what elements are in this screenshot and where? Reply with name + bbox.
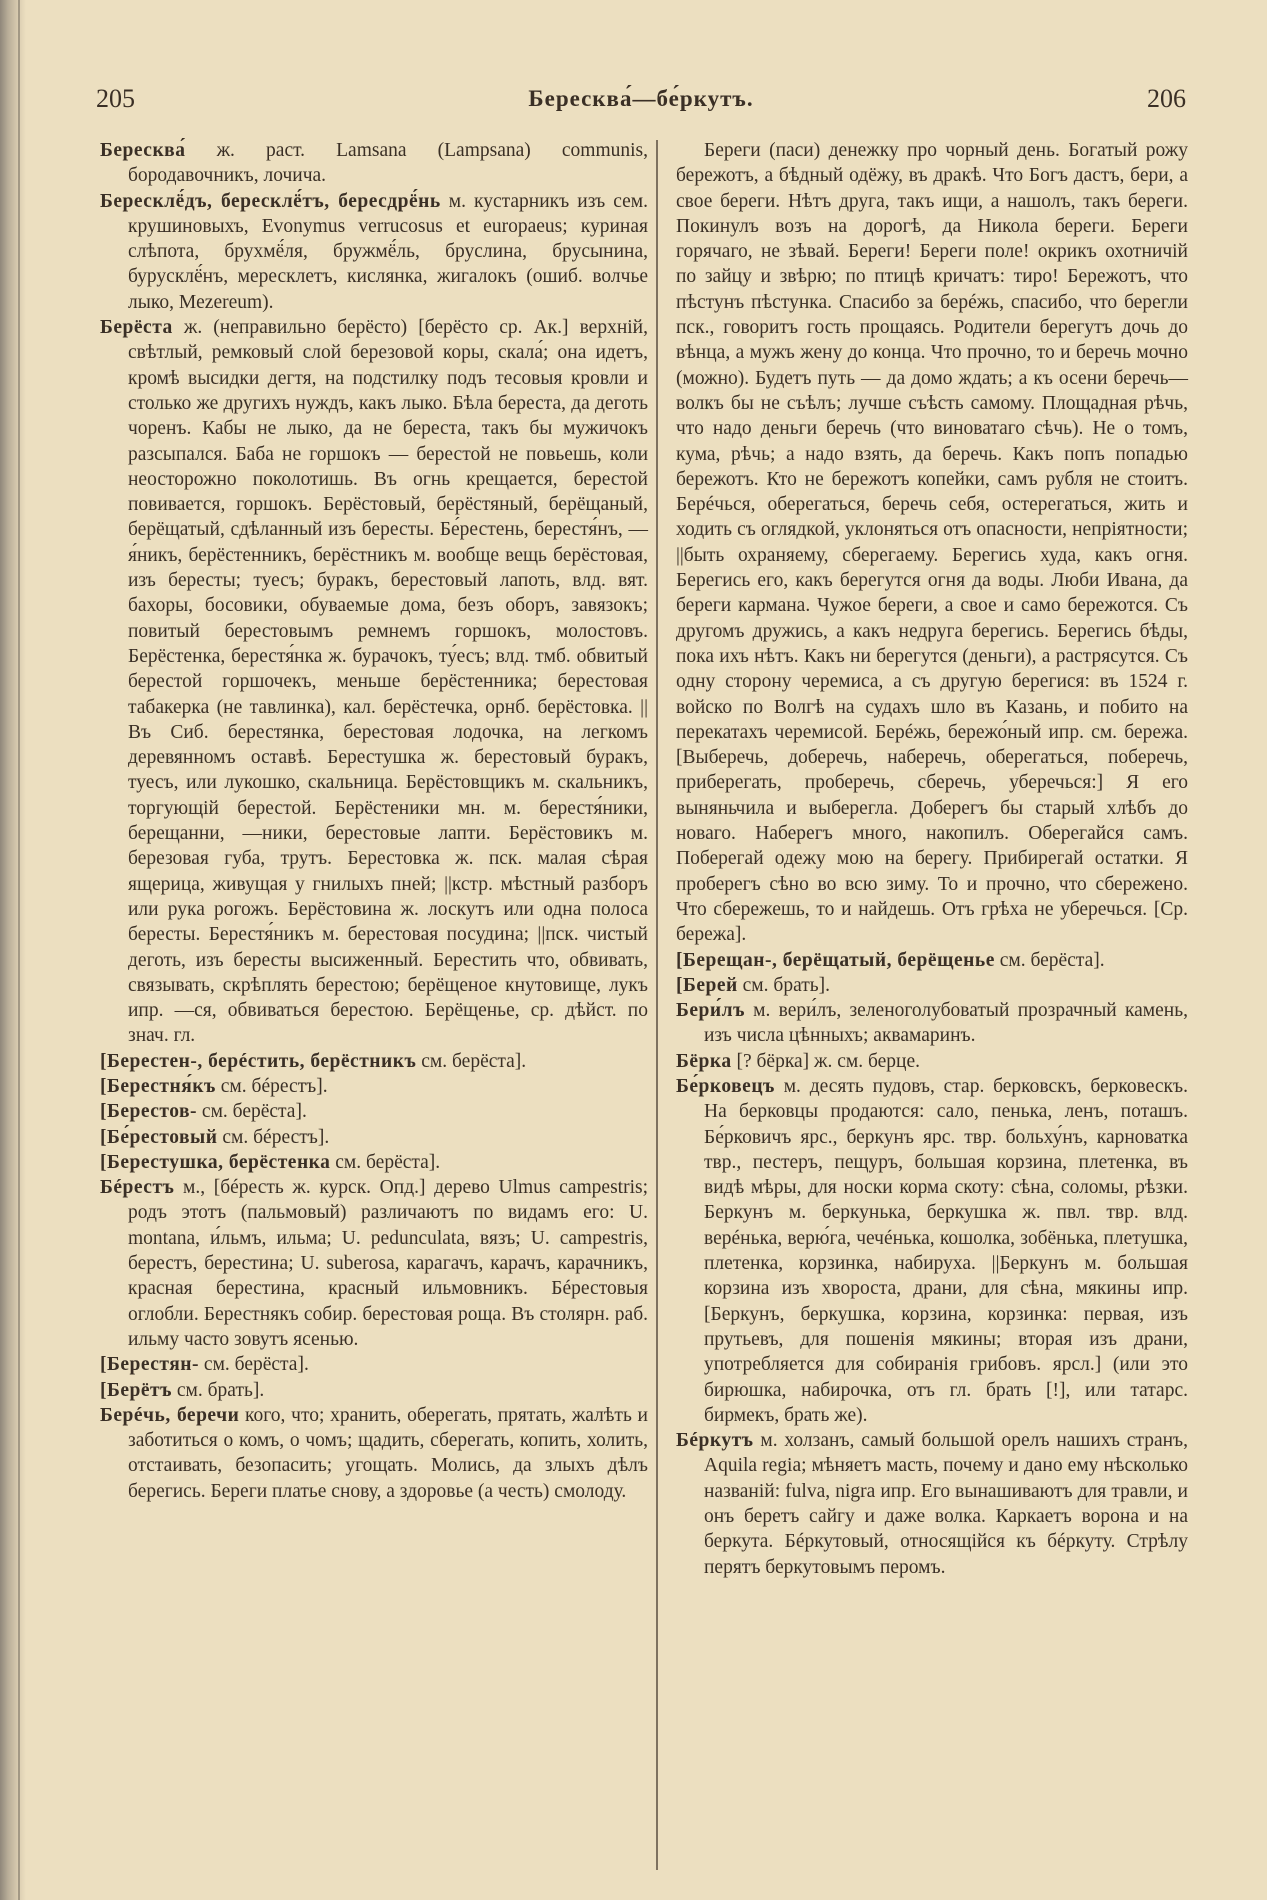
dictionary-entry [100,1352,648,1377]
entry-headword: Бересква́ [100,140,186,161]
entry-headword: [Бе́рестовый [100,1126,218,1148]
dictionary-entry [100,1150,648,1175]
entry-definition: ж. (неправильно берёсто) [берёсто ср. Ак.] верхній, свѣтлый, ремковый слой березовой коры, скала́; она идетъ, кромѣ высидки дегтя, на подстилку подъ тесовыя кровли и столько же другихъ нуждъ, какъ лыко. Бѣла береста, да деготь чоренъ. Кабы не лыко, да не береста, такъ бы мужичокъ разсыпался. Баба не горшокъ — берестой не повьешь, коли неосторожно поколотишь. Въ огнь крещается, берестой повивается, горшокъ. Берёстовый, берёстяный, берёщаный, берёщатый, сдѣланный изъ бересты. Бе́рестень, берестя́нъ, —я́никъ, берёстенникъ, берёстникъ м. вообще вещь берёстовая, изъ бересты; туесъ; буракъ, берестовый лапоть, влд. вят. бахоры, босовики, обуваемые дома, безъ оборъ, завязокъ; повитый берестовымъ ремнемъ горшокъ, молостовъ. Берёстенка, берестя́нка ж. бурачокъ, ту́есъ; влд. тмб. обвитый берестой горшочекъ, меньше берёстенника; берестовая табакерка (не тавлинка), кал. берёстечка, орнб. берёстовка. ||Въ Сиб. берестянка, берестовая лодочка, на легкомъ деревянномъ оставѣ. Берестушка ж. берестовый буракъ, туесъ, или лукошко, скальница. Берёстовщикъ м. скальникъ, торгующій берестой. Берёстеники мн. м. берестя́ники, берещанни, —ники, берестовые лапти. Берёстовикъ м. березовая губа, трутъ. Берестовка ж. пск. малая сѣрая ящерица, живущая у гнилыхъ пней; ||кстр. мѣстный разборъ или рука рогожъ. Берёстовина ж. лоскутъ или одна полоса бересты. Берестя́никъ м. берестовая посудина; ||пск. чистый деготь, изъ бересты высиженный. Берестить что, обвивать, связывать, скрѣплять берестою; берёщеное кнутовище, лукъ ипр. —ся, обвиваться берестою. Берёщенье, ср. дѣйст. по знач. гл. [128,317,648,1047]
entry-headword: [Берестов- [100,1101,198,1123]
dictionary-entry [100,189,648,315]
dictionary-entry [100,1074,648,1099]
running-title: Бересква́—бе́ркутъ. [528,86,754,111]
dictionary-entry [676,948,1188,973]
entry-definition: см. бéрестъ]. [215,1075,328,1097]
dictionary-entry [100,138,648,189]
entry-definition: м. кустарникъ изъ сем. крушиновыхъ, Evonymus verrucosus et europaeus; куриная слѣпота, брухмё́ля, бружмё́ль, бруслина, брусынина, бурусклё́нъ, мересклетъ, кислянка, жигалокъ (ошиб. волчье лыко, Mezereum). [128,190,649,313]
entry-definition: см. берёста]. [197,1101,307,1123]
entry-definition: Береги (паси) денежку про чорный день. Богатый рожу бережотъ, а бѣдный одёжу, въ дракѣ. Что Богъ дастъ, бери, а свое береги. Нѣтъ друга, такъ ищи, а нашолъ, такъ береги. Покинулъ возъ на дорогѣ, да Никола береги. Береги горячаго, не зѣвай. Береги! Береги поле! окрикъ охотничій по зайцу и звѣрю; по птицѣ кричатъ: тиро! Бережотъ, что пѣстунъ пѣстунка. Спасибо за берéжь, спасибо, что берегли пск., говоритъ гость прощаясь. Родители берегутъ дочь до вѣнца, а мужъ жену до конца. Что прочно, то и беречь мочно (можно). Будетъ путь — да домо ждать; а къ осени беречь—волкъ бы не съѣлъ; лучше съѣсть самому. Площадная рѣчь, что надо деньги беречь (что виноватаго сѣчь). Не о томъ, кума, рѣчь; а надо взять, да беречь. Какъ попъ попадью бережотъ. Кто не бережотъ копейки, самъ рубля не стоитъ. Берéчься, оберегаться, беречь себя, остерегаться, жить и ходить съ оглядкой, уклоняться отъ опасности, непріятности; ||быть охраняему, сберегаему. Берегись худа, какъ огня. Берегись его, какъ берегутся огня да воды. Люби Ивана, да береги кармана. Чужое береги, а свое и само бережотся. Съ другомъ дружись, а какъ недруга берегись. Берегись бѣды, пока ихъ нѣтъ. Какъ ни берегутся (деньги), а растрясутся. Съ одну сторону черемиса, а съ другую берегися: въ 1524 г. войско по Волгѣ на судахъ шло въ Казань, и побито на перекатахъ черемисой. Берéжь, бережо́ный ипр. см. бережа. [Выберечь, доберечь, наберечь, оберегаться, поберечь, приберегать, проберечь, сберечь, уберечься:] Я его выняньчила и выберегла. Доберегъ бы старый хлѣбъ до новаго. Наберегъ много, накопилъ. Оберегайся самъ. Поберегай одежу мою на берегу. Прибирегай остатки. Я проберегъ сѣно во всю зиму. То и прочно, что сбережено. Что сбережешь, то и найдешь. Отъ грѣха не уберечься. [Ср. бережа]. [676,140,1188,946]
entry-headword: Берёста [100,317,173,339]
dictionary-entry [676,138,1188,948]
entry-definition: [? бёрка] ж. см. берце. [731,1050,921,1072]
entry-definition: см. бéрестъ]. [217,1126,330,1148]
page-number-right: 206 [1147,84,1186,113]
entry-definition: м. десять пудовъ, стар. берковскъ, берковескъ. На берковцы продаются: сало, пенька, ленъ, поташъ. Бе́рковичъ ярс., беркунъ ярс. твр. больху́нъ, карноватка твр., пестеръ, пещуръ, большая корзина, плетенка, въ видѣ мѣры, для носки корма скоту: сѣна, соломы, рѣзки. Беркунъ м. беркунька, беркушка ж. пвл. твр. влд. верéнька, верю́га, чечéнька, кошолка, зобёнька, плетушка, плетенка, корзинка, набируха. ||Беркунъ м. большая корзина изъ хвороста, драни, для сѣна, мякины ипр. [Беркунъ, беркушка, корзина, корзинка: первая, изъ прутьевъ, для пошенія мякины; вторая изъ драни, употребляется для собиранія грибовъ. ярсл.] (или это бирюшка, набирочка, отъ гл. брать [!], или татарс. бирмекъ, брать же). [704,1075,1188,1426]
dictionary-entry [100,1175,648,1352]
dictionary-entry [676,1074,1188,1428]
dictionary-entry [100,1403,648,1504]
entry-definition: кого, что; хранить, оберегать, прятать, жалѣть и заботиться о комъ, о чомъ; щадить, сберегать, копить, холить, отстаивать, безопасить; угощать. Молись, да злыхъ дѣлъ берегись. Береги платье снову, а здоровье (а честь) смолоду. [128,1404,648,1502]
entry-headword: [Берей [676,974,738,996]
entry-headword: Бéрестъ [100,1177,175,1199]
entry-definition: м. холзанъ, самый большой орелъ нашихъ странъ, Aquila regia; мѣняетъ масть, почему и дано ему нѣсколько названій: fulva, nigra ипр. Его вынашиваютъ для травли, и онъ беретъ сайгу и даже волка. Каркаетъ ворона и на беркута. Бéркутовый, относящійся къ бéркуту. Стрѣлу перятъ беркутовымъ перомъ. [704,1430,1188,1578]
column-divider [656,140,658,1870]
entry-definition: см. берёста]. [330,1151,441,1173]
dictionary-entry [100,1378,648,1403]
entry-headword: [Берестушка, берёстенка [100,1151,331,1173]
dictionary-entry [100,1049,648,1074]
dictionary-entry [676,1049,1188,1074]
entry-definition: см. брать]. [172,1379,265,1401]
entry-headword: [Берестян- [100,1354,200,1376]
entry-definition: см. берёста]. [416,1050,527,1072]
right-column [676,138,1188,1580]
entry-headword: [Берещан-, берёщатый, берёщенье [676,949,995,971]
entry-definition: м., [бéресть ж. курск. Опд.] дерево Ulmus campestris; родъ этотъ (пальмовый) различаютъ по видамъ его: U. montana, и́льмъ, ильма; U. pedunculata, вязъ; U. campestris, берестъ, берестина; U. suberosa, карагачъ, карачъ, карачникъ, красная берестина, красный ильмовникъ. Бéрестовыя оглобли. Берестнякъ собир. берестовая роща. Въ столярн. раб. ильму часто зовутъ ясенью. [128,1177,648,1350]
entry-definition: см. берёста]. [199,1354,309,1376]
entry-headword: Бе́рковецъ [676,1075,775,1097]
binding-line [18,0,20,1900]
entry-definition: см. брать]. [737,974,831,996]
dictionary-entry [676,1428,1188,1580]
dictionary-entry [676,973,1188,998]
entry-headword: Бéркутъ [676,1430,754,1452]
left-column [100,138,648,1504]
entry-headword: Бересклё́дъ, бересклё́тъ, бересдрё́нь [100,190,441,212]
entry-headword: [Берестен-, берéстить, берёстникъ [100,1050,417,1072]
dictionary-entry [100,1125,648,1150]
entry-headword: Берéчь, беречи [100,1404,240,1426]
entry-definition: м. вери́лъ, зеленоголубоватый прозрачный камень, изъ числа цѣнныхъ; аквамаринъ. [704,1000,1188,1047]
page-binding-edge [0,0,26,1900]
entry-headword: [Берётъ [100,1379,172,1401]
entry-headword: Бёрка [676,1050,732,1072]
dictionary-entry [100,1099,648,1124]
dictionary-entry [676,998,1188,1049]
page-number-left: 205 [96,84,135,113]
page-header [96,84,1186,118]
entry-definition: см. берёста]. [994,949,1105,971]
entry-headword: [Берестня́къ [100,1075,216,1097]
entry-definition: ж. раст. Lamsana (Lampsana) communis, бородавочникъ, лочича. [128,140,648,187]
entry-headword: Бери́лъ [676,1000,745,1022]
dictionary-entry [100,315,648,1049]
